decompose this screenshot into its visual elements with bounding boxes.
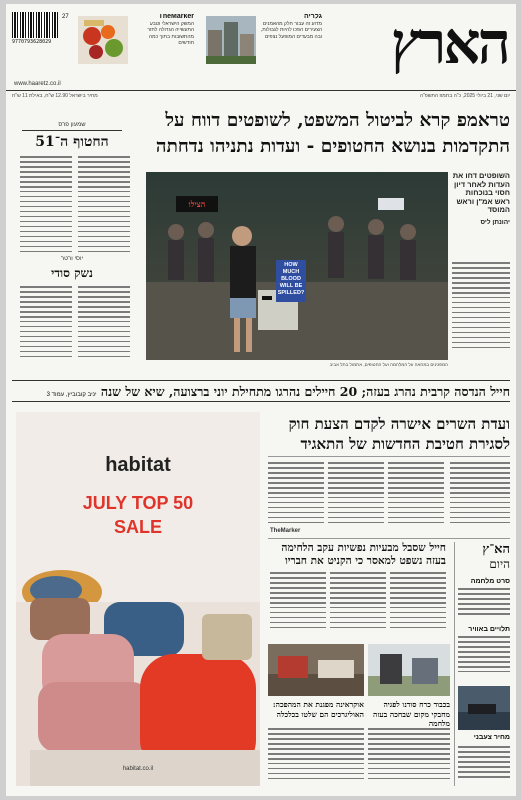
story2-text-col4	[450, 462, 510, 527]
photo-caption: המפגינים במחאה על המלחמה ועל החטופים, אתמול בתל אביב	[329, 362, 448, 367]
story2-text-col3	[388, 462, 444, 527]
ad-line-1: JULY TOP 50	[82, 493, 194, 513]
story2-text-col1	[268, 462, 324, 527]
column2-text-left	[20, 286, 72, 361]
barcode	[12, 12, 58, 38]
ribbon-headline[interactable]	[12, 380, 510, 402]
issue-number: 27	[62, 14, 69, 20]
dateline	[6, 90, 516, 100]
story3-text-col1	[270, 572, 326, 632]
divider	[268, 538, 510, 539]
price-line: מחיר בישראל 12.90 ש"ח, באילת 11 ש"ח	[12, 93, 98, 99]
story5-text	[368, 728, 450, 783]
teaser-label: גלריה	[304, 14, 322, 20]
haaretz-logo[interactable]: הארץ	[390, 9, 508, 77]
teaser-label: TheMarker	[158, 14, 194, 20]
story4-photo[interactable]	[268, 644, 364, 696]
protest-sign: HOW MUCH BLOOD WILL BE SPILLED?	[276, 260, 306, 302]
lead-body-text	[452, 262, 510, 352]
protest-banner: הצילו	[176, 196, 218, 212]
second-headline[interactable]: ועדת השרים אישרה לקדם הצעת חוק לסגירת חטיבת החדשות של התאגיד	[288, 415, 510, 453]
teaser-text: מדוע זה עבור חלק מהאמנים הצעירים הפכו להיות לגבולות, ובה מבעדים המופעל נצפים	[260, 20, 322, 40]
teaser-text: המשק הישראלי וטבע התעשייה הגדולה לחזר מהתשובות בתוך כמה חודשים	[147, 20, 194, 46]
third-headline[interactable]: חייל שסבל מבעיות נפשיות עקב הלחימה בעזה נשפט למאסר כי הקניט את חבריו	[281, 542, 446, 567]
ribbon-text: חייל הנדסה קרבית נהרג בעזה; 20 חיילים נהרגו מתחילת יוני ברצועה, שיא של שנה	[100, 384, 510, 399]
website-address[interactable]: www.haaretz.co.il	[14, 81, 61, 87]
story3-text-col3	[390, 572, 446, 632]
ad-line-2: SALE	[113, 517, 162, 537]
ad-url[interactable]: habitat.co.il	[122, 766, 154, 772]
brief-photo[interactable]	[458, 686, 510, 730]
story2-text-col2	[328, 462, 384, 527]
column2-text-right	[78, 286, 130, 361]
brief-item[interactable]: תלויים באוויר	[468, 626, 510, 633]
ad-brand: habitat	[105, 454, 171, 476]
brief-text	[458, 588, 510, 618]
briefs-subtitle: היום	[489, 557, 510, 571]
date-line: יום שני, 21 ביולי 2025, כ"ה בתמוז התשפ"ה	[419, 93, 510, 99]
story3-text-col2	[330, 572, 386, 632]
brief-text	[458, 636, 510, 676]
masthead	[6, 4, 516, 88]
barcode-number: 9770793628029	[12, 39, 52, 45]
brief-item[interactable]: מחיר צעבני	[473, 734, 510, 741]
ribbon-byline: יניב קובוביץ, עמוד 3	[46, 392, 97, 398]
briefs-title: הא־ץ	[482, 542, 510, 557]
teaser-themarker[interactable]	[132, 14, 194, 76]
main-photo[interactable]	[146, 172, 448, 360]
main-headline[interactable]: טראמפ קרא לביטול המשפט, לשופטים דווח על התקדמות בנושא החטופים - ועדות נתניהו נדחתה	[155, 110, 510, 157]
byline: יהונתן ליס	[480, 218, 510, 226]
briefs-header	[452, 542, 510, 571]
divider	[268, 456, 510, 457]
column-text-left	[20, 156, 72, 256]
story4-text	[268, 728, 364, 783]
column2-kicker: יוסי ורטר	[60, 256, 84, 262]
story4-headline[interactable]: אוקראינה מפגנת את המהפכה: האוליגרכים הם שלטו בכלכלה	[272, 700, 364, 719]
column-rule	[22, 130, 122, 131]
themarker-tag[interactable]: TheMarker	[270, 528, 301, 534]
story5-photo[interactable]	[368, 644, 450, 696]
column-text-right	[78, 156, 130, 256]
lead-text: השופטים דחו את העדות לאחר דיון חסוי בנוכחות ראש אמ"ן וראש המוסד	[452, 171, 510, 214]
main-story-lead[interactable]	[450, 172, 510, 227]
column2-title[interactable]: נשק סודי	[51, 266, 93, 280]
column-title[interactable]: החטוף ה־51	[35, 134, 109, 150]
teaser-thumbnail-city[interactable]	[206, 16, 256, 64]
habitat-advertisement[interactable]	[16, 412, 260, 786]
newspaper-front-page	[6, 4, 516, 796]
ad-furniture-illustration	[16, 562, 260, 786]
teaser-thumbnail-food[interactable]	[78, 16, 128, 64]
column-kicker: שמעון פרס	[58, 122, 86, 128]
brief-text	[458, 746, 510, 781]
story5-headline[interactable]: בכבוד כרח סודנו לפגיה מחבקי מקום שבחכה בעזה מלחמה	[373, 700, 450, 728]
brief-item[interactable]: סרט מלחמה	[470, 578, 510, 585]
